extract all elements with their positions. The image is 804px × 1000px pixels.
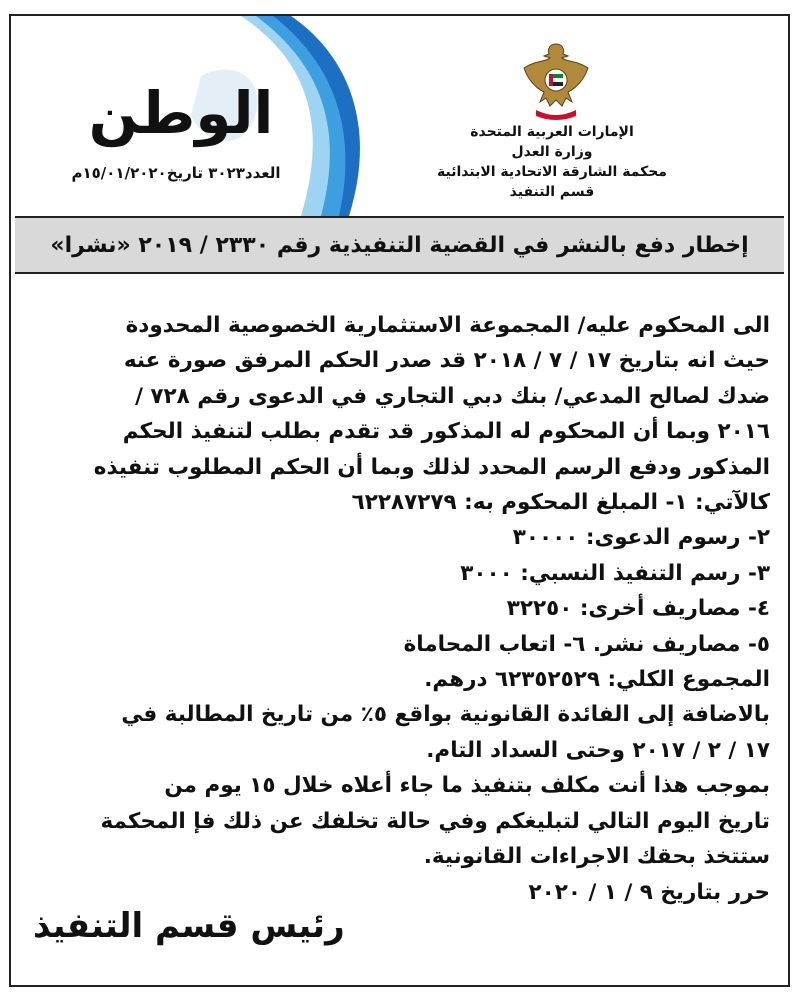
body-line: ٥- مصاريف نشر. ٦- اتعاب المحاماة bbox=[403, 631, 770, 657]
body-line: المجموع الكلي: ٦٢٣٥٢٥٢٩ درهم. bbox=[424, 667, 770, 693]
newspaper-logo: الوطن bbox=[88, 79, 274, 147]
notice-title: إخطار دفع بالنشر في القضية التنفيذية رقم ٢٣٣٠ / ٢٠١٩ «نشرا» bbox=[50, 232, 749, 258]
body-line: حرر بتاريخ ٩ / ١ / ٢٠٢٠ bbox=[528, 879, 770, 905]
uae-eagle-emblem bbox=[516, 40, 596, 122]
body-line: ٢٠١٦ وبما أن المحكوم له المذكور قد تقدم بطلب لتنفيذ الحكم bbox=[122, 419, 770, 445]
body-line: حيث انه بتاريخ ١٧ / ٧ / ٢٠١٨ قد صدر الحكم المرفق صورة عنه bbox=[123, 348, 770, 374]
body-line: ٢- رسوم الدعوى: ٣٠٠٠٠ bbox=[512, 525, 770, 551]
issuing-authority bbox=[402, 122, 702, 202]
body-line: ٣- رسم التنفيذ النسبي: ٣٠٠٠ bbox=[460, 560, 770, 586]
body-line: الى المحكوم عليه/ المجموعة الاستثمارية الخصوصية المحدودة bbox=[125, 313, 770, 338]
body-line: كالآتي: ١- المبلغ المحكوم به: ٦٢٢٨٧٢٧٩ bbox=[351, 490, 770, 516]
authority-line: قسم التنفيذ bbox=[509, 184, 595, 200]
body-line: بموجب هذا أنت مكلف بتنفيذ ما جاء أعلاه خلال ١٥ يوم من bbox=[164, 773, 770, 799]
body-line: المذكور ودفع الرسم المحدد لذلك وبما أن الحكم المطلوب تنفيذه bbox=[93, 454, 770, 480]
body-line: ٤- مصاريف أخرى: ٣٢٢٥٠ bbox=[506, 596, 770, 622]
authority-line: الإمارات العربية المتحدة bbox=[470, 124, 634, 140]
authority-line: وزارة العدل bbox=[511, 144, 593, 160]
body-line: ١٧ / ٢ / ٢٠١٧ وحتى السداد التام. bbox=[426, 737, 770, 763]
authority-line: محكمة الشارقة الاتحادية الابتدائية bbox=[437, 164, 667, 180]
body-line: ستتخذ بحقك الاجراءات القانونية. bbox=[423, 844, 770, 870]
notice-frame bbox=[9, 14, 790, 987]
body-line: بالاضافة إلى الفائدة القانونية بواقع ٥٪ من تاريخ المطالبة في bbox=[121, 702, 770, 728]
issue-line: العدد٣٠٢٣ تاريخ١٥/٠١/٢٠٢٠م bbox=[71, 164, 281, 182]
notice-title-bar bbox=[15, 216, 784, 274]
signature-title: رئيس قسم التنفيذ bbox=[33, 906, 345, 946]
body-line: ضدك لصالح المدعي/ بنك دبي التجاري في الدعوى رقم ٧٢٨ / bbox=[135, 383, 770, 409]
notice-body bbox=[25, 308, 770, 910]
header bbox=[11, 16, 788, 216]
body-line: تاريخ اليوم التالي لتبليغكم وفي حالة تخلفك عن ذلك فإ المحكمة bbox=[100, 808, 770, 834]
